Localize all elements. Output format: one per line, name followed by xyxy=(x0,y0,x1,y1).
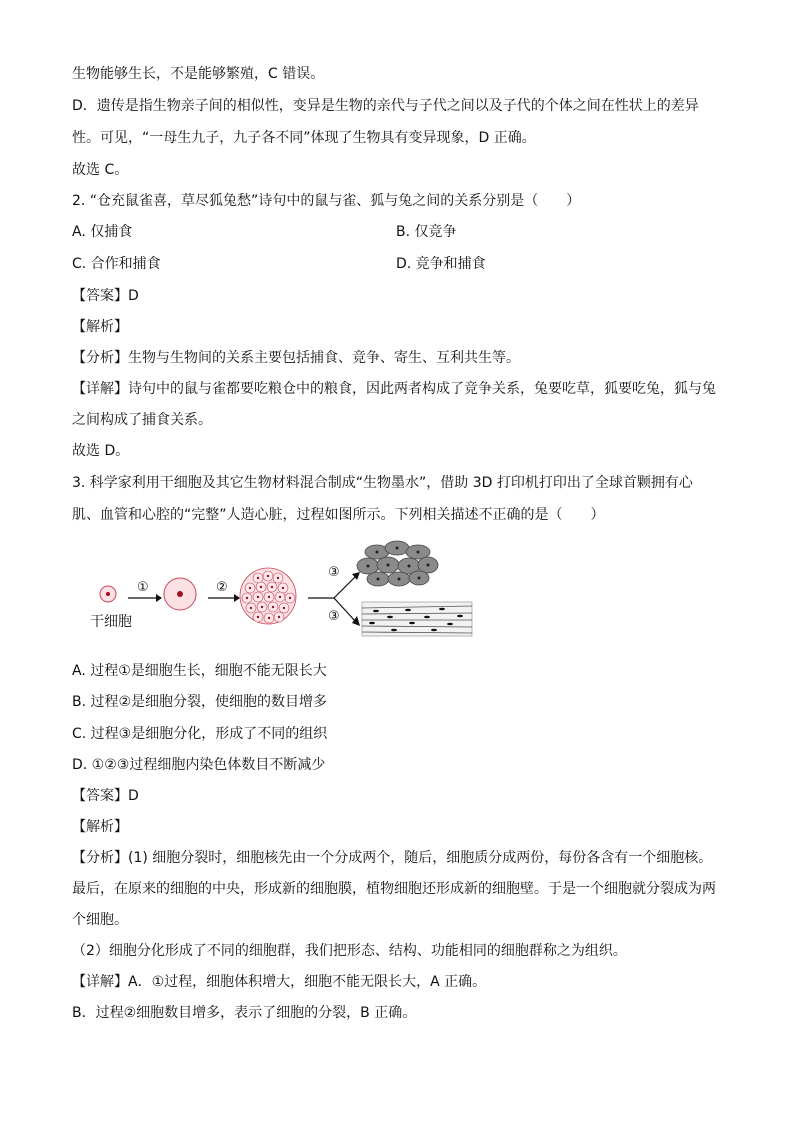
detail-text: 【详解】A．①过程，细胞体积增大，细胞不能无限长大，A 正确。 xyxy=(72,974,487,990)
question-2: 2. “仓充鼠雀喜，草尽狐兔愁”诗句中的鼠与雀、狐与兔之间的关系分别是（ ） xyxy=(72,193,581,209)
text-line: 故选 C。 xyxy=(72,162,129,178)
tissue-bottom xyxy=(362,602,472,636)
text-line: 生物能够生长，不是能够繁殖，C 错误。 xyxy=(72,66,325,82)
option-d: D. 竞争和捕食 xyxy=(396,256,486,272)
analysis-text: 【分析】(1) 细胞分裂时，细胞核先由一个分成两个，随后，细胞质分成两份，每份各含有一个细胞核。 xyxy=(72,850,713,866)
answer: 【答案】D xyxy=(72,788,139,804)
analysis-text: （2）细胞分化形成了不同的细胞群，我们把形态、结构、功能相同的细胞群称之为组织。 xyxy=(72,943,627,959)
step-3-top-label: ③ xyxy=(328,565,340,580)
text-line: D．遗传是指生物亲子间的相似性，变异是生物的亲代与子代之间以及子代的个体之间在性状上的差异 xyxy=(72,98,699,114)
step-2-label: ② xyxy=(216,580,228,595)
option-a: A. 仅捕食 xyxy=(72,224,133,240)
analysis-text: 【分析】生物与生物间的关系主要包括捕食、竞争、寄生、互利共生等。 xyxy=(72,350,520,366)
analysis-heading: 【解析】 xyxy=(72,319,128,335)
question-3: 肌、血管和心腔的“完整”人造心脏，过程如图所示。下列相关描述不正确的是（ ） xyxy=(72,507,605,523)
analysis-text: 个细胞。 xyxy=(72,912,128,928)
text-line: 性。可见，“一母生九子，九子各不同”体现了生物具有变异现象，D 正确。 xyxy=(72,130,536,146)
detail-text: 【详解】诗句中的鼠与雀都要吃粮仓中的粮食，因此两者构成了竞争关系，兔要吃草，狐要吃兔，狐与兔 xyxy=(72,381,716,397)
analysis-text: 最后，在原来的细胞的中央，形成新的细胞膜，植物细胞还形成新的细胞壁。于是一个细胞就分裂成为两 xyxy=(72,881,716,897)
option-b: B. 仅竞争 xyxy=(396,224,457,240)
detail-text: 之间构成了捕食关系。 xyxy=(72,412,212,428)
option-c: C. 过程③是细胞分化，形成了不同的组织 xyxy=(72,726,328,742)
option-b: B. 过程②是细胞分裂，使细胞的数目增多 xyxy=(72,694,328,710)
cell-cluster xyxy=(240,568,296,624)
step-1-label: ① xyxy=(137,580,149,595)
selection: 故选 D。 xyxy=(72,443,130,459)
stem-cell-label: 干细胞 xyxy=(90,614,132,630)
option-a: A. 过程①是细胞生长，细胞不能无限长大 xyxy=(72,663,327,679)
option-d: D. ①②③过程细胞内染色体数目不断减少 xyxy=(72,757,326,773)
question-3: 3. 科学家利用干细胞及其它生物材料混合制成“生物墨水”，借助 3D 打印机打印出了全球首颗拥有心 xyxy=(72,475,693,491)
answer: 【答案】D xyxy=(72,288,139,304)
option-c: C. 合作和捕食 xyxy=(72,256,161,272)
detail-text: B．过程②细胞数目增多，表示了细胞的分裂，B 正确。 xyxy=(72,1005,417,1021)
cell-diagram xyxy=(72,532,482,644)
analysis-heading: 【解析】 xyxy=(72,819,128,835)
step-3-bottom-label: ③ xyxy=(328,609,340,624)
